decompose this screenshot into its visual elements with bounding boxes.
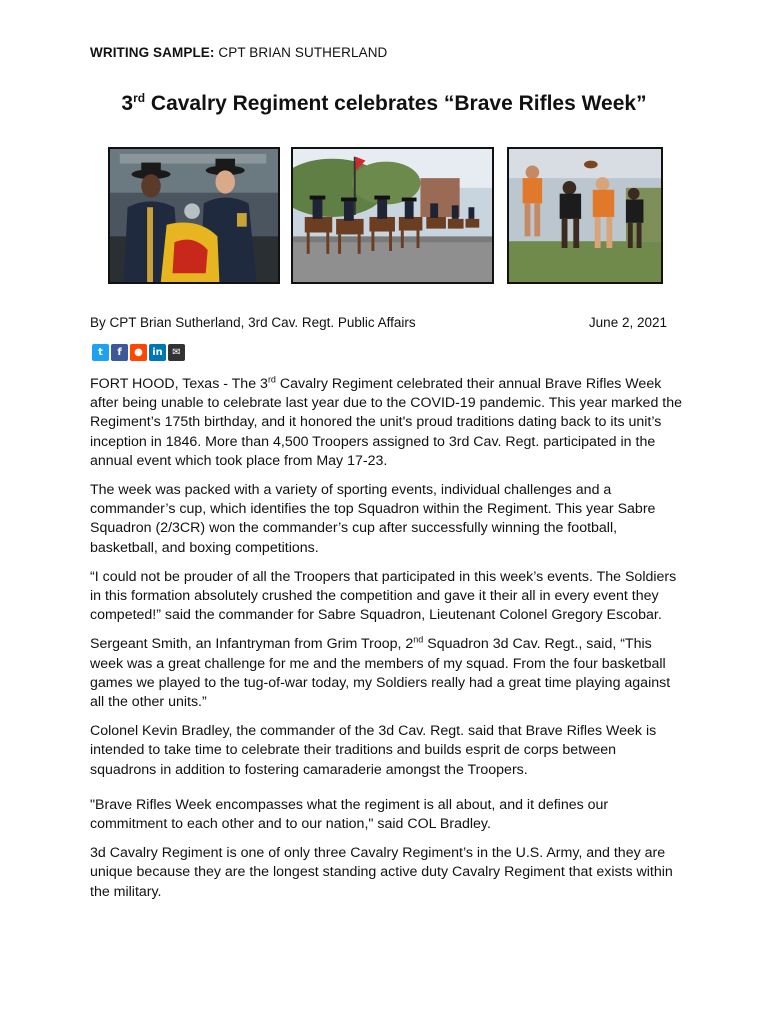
paragraph-4: Sergeant Smith, an Infantryman from Grim Troop, 2nd Squadron 3d Cav. Regt., said, “This week was a great challenge for me and the members of my squad. From the four basketball games we played to the tug-of-war today, my Soldiers really had a great time playing against all the other units.” <box>90 634 671 711</box>
paragraph-5: Colonel Kevin Bradley, the commander of the 3d Cav. Regt. said that Brave Rifles Week is intended to take time to celebrate their traditions and builds esprit de corps between squadrons in addition to fostering camaraderie amongst the Troopers. <box>90 723 657 778</box>
paragraph-3: “I could not be prouder of all the Troopers that participated in this week’s events. The Soldiers in this formation absolutely crushed the competition and gave it their all in every event they competed!” said the commander for Sabre Squadron, Lieutenant Colonel Gregory Escobar. <box>90 568 677 624</box>
photo-ceremony-image <box>110 149 278 282</box>
photo-ceremony <box>108 147 280 284</box>
facebook-icon[interactable]: f <box>111 344 128 361</box>
linkedin-icon[interactable]: in <box>149 344 166 361</box>
page-title: 3rd Cavalry Regiment celebrates “Brave Rifles Week” <box>121 91 647 115</box>
byline-author: By CPT Brian Sutherland, 3rd Cav. Regt. Public Affairs <box>90 315 416 330</box>
photo-cavalry-image <box>293 149 492 282</box>
header-author: CPT BRIAN SUTHERLAND <box>218 45 388 60</box>
article-body <box>90 375 682 912</box>
share-buttons <box>92 344 185 361</box>
photo-football-image <box>509 149 661 282</box>
byline <box>90 315 667 330</box>
twitter-icon[interactable]: t <box>92 344 109 361</box>
paragraph-1: FORT HOOD, Texas - The 3rd Cavalry Regiment celebrated their annual Brave Rifles Week after being unable to celebrate last year due to the COVID-19 pandemic. This year marked the Regiment’s 175th birthday, and it honored the unit's proud traditions dating back to its unit’s inception in 1846. More than 4,500 Troopers assigned to 3rd Cav. Regt. participated in the annual event which took place from May 17-23. <box>90 374 683 469</box>
photo-strip <box>0 147 768 287</box>
header-label: WRITING SAMPLE: <box>90 45 215 60</box>
publish-date: June 2, 2021 <box>588 315 667 330</box>
photo-cavalry-parade <box>291 147 494 284</box>
writing-sample-header <box>90 45 387 60</box>
photo-football-game <box>507 147 663 284</box>
paragraph-6: "Brave Rifles Week encompasses what the regiment is all about, and it defines our commitment to each other and to our nation," said COL Bradley. <box>90 796 609 833</box>
paragraph-7: 3d Cavalry Regiment is one of only three Cavalry Regiment’s in the U.S. Army, and they are unique because they are the longest standing active duty Cavalry Regiment that exists within the military. <box>90 845 673 900</box>
reddit-icon[interactable]: ● <box>130 344 147 361</box>
email-icon[interactable]: ✉ <box>168 344 185 361</box>
paragraph-2: The week was packed with a variety of sporting events, individual challenges and a commander’s cup, which identifies the top Squadron within the Regiment. This year Sabre Squadron (2/3CR) won the commander’s cup after successfully winning the football, basketball, and boxing competitions. <box>90 482 656 556</box>
